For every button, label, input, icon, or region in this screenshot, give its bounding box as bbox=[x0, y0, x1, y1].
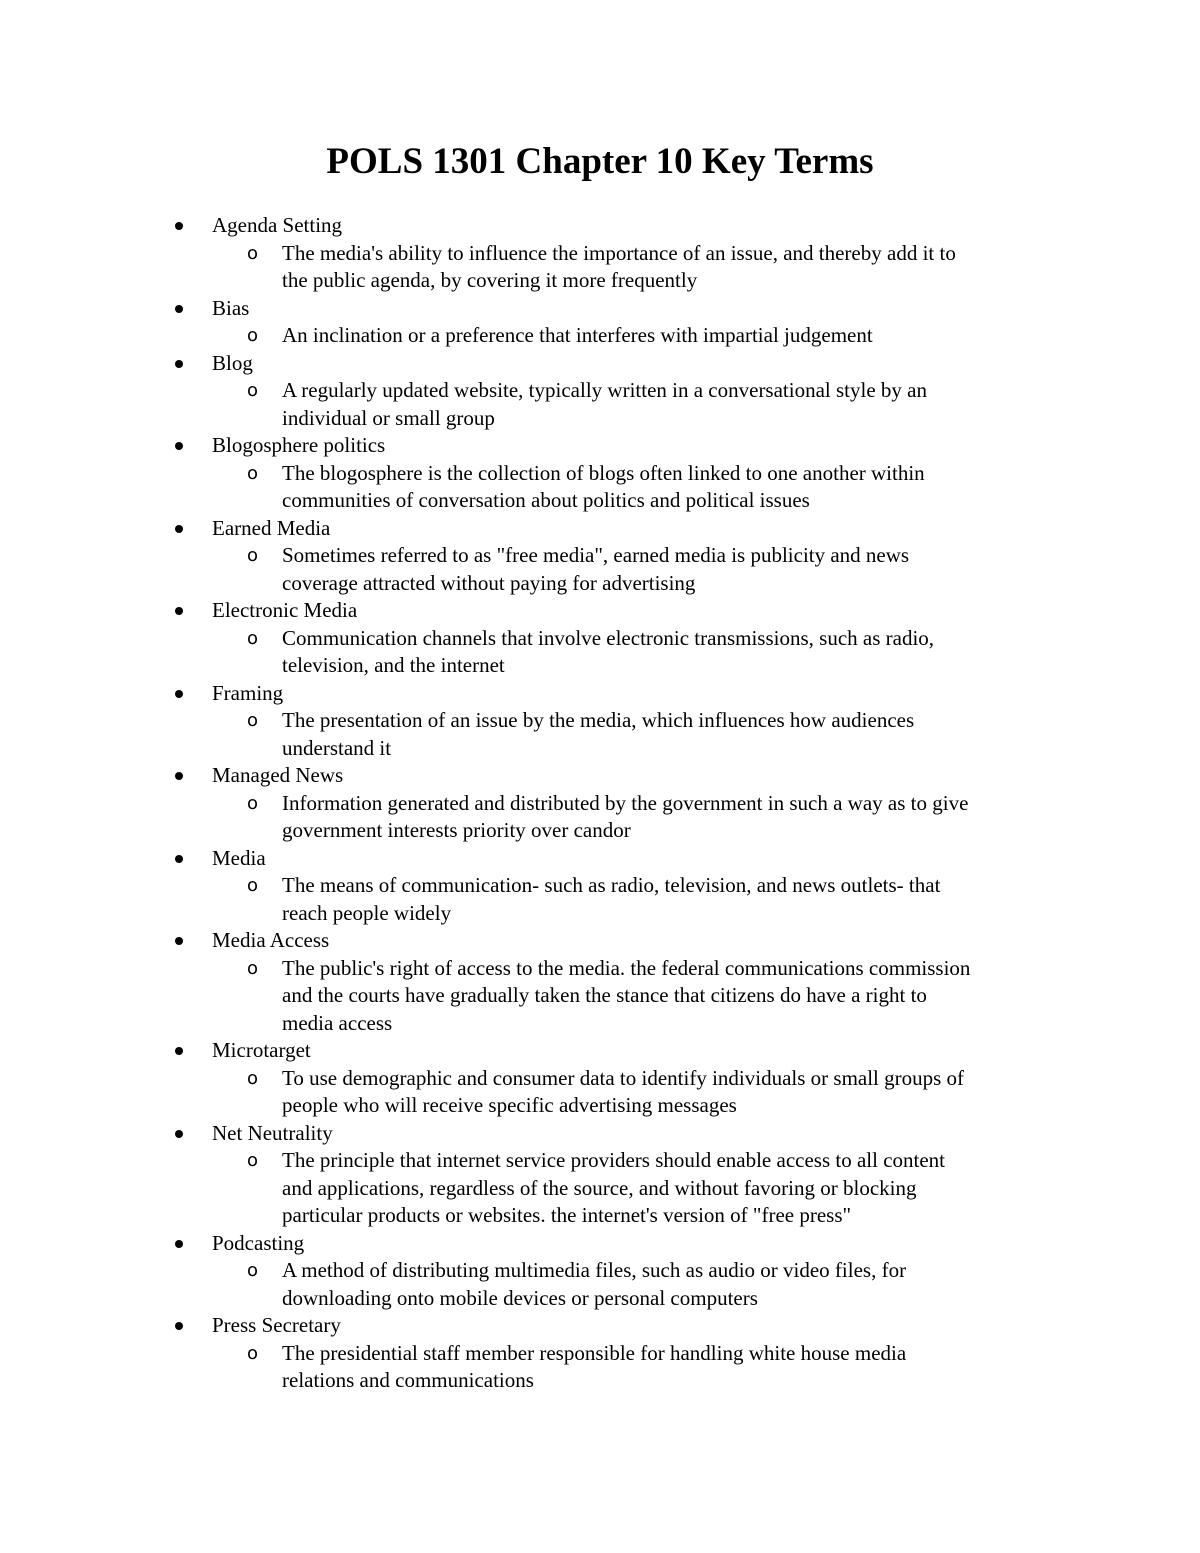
sub-bullet-icon: o bbox=[247, 710, 259, 731]
bullet-icon bbox=[175, 772, 183, 780]
term-label: Press Secretary bbox=[212, 1313, 341, 1337]
term-label: Net Neutrality bbox=[212, 1120, 333, 1145]
definition-line: individual or small group bbox=[282, 405, 495, 430]
term-definition bbox=[0, 1065, 1200, 1120]
term-definition bbox=[0, 707, 1200, 762]
definition-line: The means of communication- such as radio, television, and news outlets- that bbox=[282, 873, 941, 897]
definition-line: reach people widely bbox=[282, 900, 452, 925]
term-definition bbox=[0, 955, 1200, 1038]
sub-bullet-icon: o bbox=[247, 957, 259, 979]
definition-text bbox=[282, 240, 1072, 295]
definition-line: and the courts have gradually taken the stance that citizens do have a right to bbox=[282, 983, 927, 1007]
term-label: Blogosphere politics bbox=[212, 433, 386, 457]
definition-text bbox=[282, 322, 1072, 350]
key-term-item bbox=[0, 680, 1200, 763]
term-row bbox=[0, 927, 1200, 955]
definition-line: the public agenda, by covering it more frequently bbox=[282, 268, 698, 292]
definition-line: relations and communications bbox=[282, 1368, 534, 1392]
term-definition bbox=[0, 1340, 1200, 1395]
definition-line: understand it bbox=[282, 735, 392, 760]
term-label: Podcasting bbox=[212, 1230, 305, 1255]
term-row bbox=[0, 1312, 1200, 1340]
term-row bbox=[0, 680, 1200, 708]
page-title: POLS 1301 Chapter 10 Key Terms bbox=[326, 141, 874, 182]
term-definition bbox=[0, 542, 1200, 597]
sub-bullet-icon: o bbox=[247, 462, 259, 484]
term-row bbox=[0, 515, 1200, 543]
bullet-icon bbox=[175, 1130, 183, 1138]
bullet-icon bbox=[175, 1240, 183, 1248]
sub-bullet-icon: o bbox=[247, 1067, 259, 1089]
term-label: Agenda Setting bbox=[212, 213, 343, 237]
definition-line: Communication channels that involve electronic transmissions, such as radio, bbox=[282, 625, 935, 650]
sub-bullet-icon: o bbox=[247, 380, 259, 401]
term-label: Bias bbox=[212, 295, 250, 320]
term-definition bbox=[0, 240, 1200, 295]
definition-line: A regularly updated website, typically written in a conversational style by an bbox=[282, 378, 927, 402]
sub-bullet-icon: o bbox=[247, 242, 259, 264]
term-label: Media Access bbox=[212, 928, 330, 952]
term-row bbox=[0, 1230, 1200, 1258]
definition-line: media access bbox=[282, 1010, 393, 1035]
term-definition bbox=[0, 625, 1200, 680]
definition-line: An inclination or a preference that interferes with impartial judgement bbox=[282, 323, 873, 347]
bullet-icon bbox=[175, 1047, 183, 1055]
definition-text bbox=[282, 460, 1072, 515]
definition-text bbox=[282, 542, 1072, 597]
definition-line: and applications, regardless of the source, and without favoring or blocking bbox=[282, 1175, 917, 1200]
term-row bbox=[0, 1037, 1200, 1065]
term-row bbox=[0, 432, 1200, 460]
definition-line: particular products or websites. the internet's version of "free press" bbox=[282, 1203, 852, 1227]
key-term-item bbox=[0, 927, 1200, 1037]
term-label: Electronic Media bbox=[212, 598, 358, 622]
definition-line: The principle that internet service providers should enable access to all content bbox=[282, 1148, 946, 1172]
term-row bbox=[0, 212, 1200, 240]
term-row bbox=[0, 597, 1200, 625]
key-term-item bbox=[0, 350, 1200, 433]
term-definition bbox=[0, 460, 1200, 515]
definition-line: The public's right of access to the media. the federal communications commission bbox=[282, 955, 971, 980]
term-row bbox=[0, 295, 1200, 323]
definition-text bbox=[282, 790, 1072, 845]
definition-line: The presidential staff member responsible for handling white house media bbox=[282, 1340, 907, 1365]
sub-bullet-icon: o bbox=[247, 1342, 259, 1364]
key-term-item bbox=[0, 432, 1200, 515]
definition-line: people who will receive specific advertising messages bbox=[282, 1093, 737, 1117]
bullet-icon bbox=[175, 1322, 183, 1330]
definition-line: communities of conversation about politics and political issues bbox=[282, 488, 810, 512]
definition-text bbox=[282, 1147, 1072, 1230]
definition-line: coverage attracted without paying for advertising bbox=[282, 570, 696, 595]
definition-text bbox=[282, 872, 1072, 927]
key-term-item bbox=[0, 597, 1200, 680]
definition-text bbox=[282, 707, 1072, 762]
term-label: Managed News bbox=[212, 763, 344, 787]
bullet-icon bbox=[175, 305, 183, 313]
sub-bullet-icon: o bbox=[247, 1150, 259, 1171]
key-term-item bbox=[0, 1037, 1200, 1120]
key-term-item bbox=[0, 515, 1200, 598]
key-term-item bbox=[0, 762, 1200, 845]
term-definition bbox=[0, 377, 1200, 432]
key-term-item bbox=[0, 212, 1200, 295]
sub-bullet-icon: o bbox=[247, 545, 259, 566]
term-row bbox=[0, 762, 1200, 790]
definition-line: government interests priority over candor bbox=[282, 818, 631, 842]
bullet-icon bbox=[175, 222, 183, 230]
bullet-icon bbox=[175, 855, 183, 863]
definition-text bbox=[282, 377, 1072, 432]
definition-line: The media's ability to influence the importance of an issue, and thereby add it to bbox=[282, 240, 956, 265]
term-definition bbox=[0, 1147, 1200, 1230]
definition-line: To use demographic and consumer data to identify individuals or small groups of bbox=[282, 1065, 965, 1090]
term-label: Framing bbox=[212, 680, 284, 705]
term-row bbox=[0, 845, 1200, 873]
definition-line: The blogosphere is the collection of blogs often linked to one another within bbox=[282, 460, 925, 485]
sub-bullet-icon: o bbox=[247, 325, 259, 346]
definition-text bbox=[282, 625, 1072, 680]
key-term-item bbox=[0, 295, 1200, 350]
term-definition bbox=[0, 1257, 1200, 1312]
definition-line: television, and the internet bbox=[282, 653, 505, 677]
sub-bullet-icon: o bbox=[247, 875, 259, 896]
term-definition bbox=[0, 790, 1200, 845]
key-term-item bbox=[0, 1230, 1200, 1313]
term-label: Media bbox=[212, 845, 266, 870]
term-row bbox=[0, 1120, 1200, 1148]
term-definition bbox=[0, 322, 1200, 350]
term-label: Microtarget bbox=[212, 1038, 311, 1062]
sub-bullet-icon: o bbox=[247, 792, 259, 814]
definition-text bbox=[282, 955, 1072, 1038]
sub-bullet-icon: o bbox=[247, 1260, 259, 1281]
sub-bullet-icon: o bbox=[247, 627, 259, 649]
definition-text bbox=[282, 1340, 1072, 1395]
definition-line: A method of distributing multimedia files, such as audio or video files, for bbox=[282, 1258, 907, 1282]
term-definition bbox=[0, 872, 1200, 927]
bullet-icon bbox=[175, 607, 183, 615]
key-term-item bbox=[0, 845, 1200, 928]
bullet-icon bbox=[175, 442, 183, 450]
definition-line: The presentation of an issue by the media, which influences how audiences bbox=[282, 708, 915, 732]
definition-text bbox=[282, 1065, 1072, 1120]
bullet-icon bbox=[175, 690, 183, 698]
term-label: Blog bbox=[212, 350, 253, 375]
bullet-icon bbox=[175, 937, 183, 945]
bullet-icon bbox=[175, 525, 183, 533]
term-row bbox=[0, 350, 1200, 378]
definition-line: Sometimes referred to as "free media", earned media is publicity and news bbox=[282, 543, 910, 567]
definition-line: Information generated and distributed by the government in such a way as to give bbox=[282, 790, 969, 815]
definition-text bbox=[282, 1257, 1072, 1312]
key-term-item bbox=[0, 1120, 1200, 1230]
key-terms-list bbox=[0, 212, 1200, 1395]
term-label: Earned Media bbox=[212, 515, 331, 540]
key-term-item bbox=[0, 1312, 1200, 1395]
definition-line: downloading onto mobile devices or personal computers bbox=[282, 1285, 758, 1310]
bullet-icon bbox=[175, 360, 183, 368]
